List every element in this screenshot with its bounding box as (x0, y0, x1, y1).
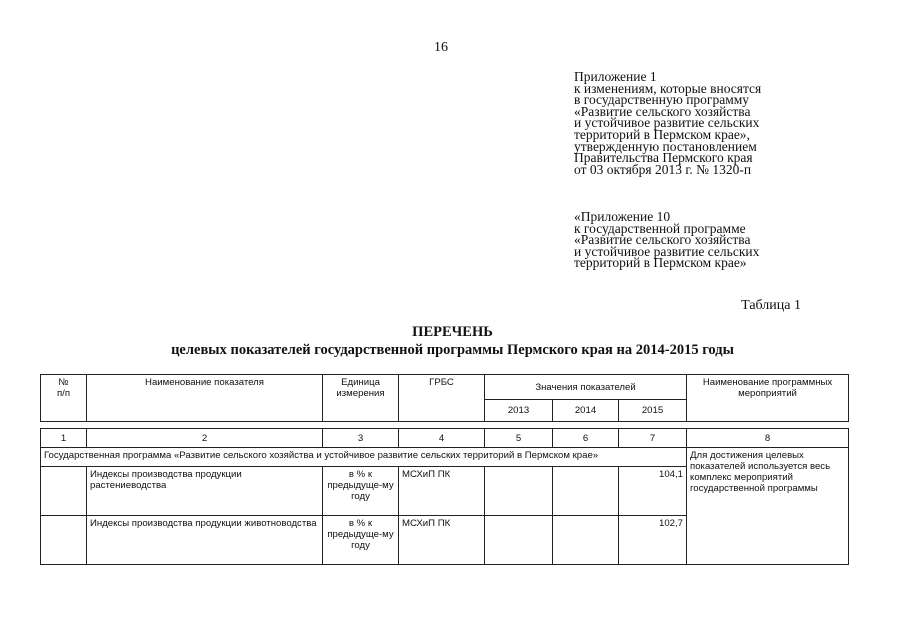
measures-cell: Для достижения целевых показателей используется весь комплекс мероприятий государственной программы (687, 448, 849, 565)
row-value-2014 (553, 467, 619, 516)
header-name: Наименование показателя (87, 375, 323, 422)
document-title: ПЕРЕЧЕНЬ (412, 324, 493, 340)
row-grbs: МСХиП ПК (399, 516, 485, 565)
header-year-2013: 2013 (485, 400, 553, 422)
column-number-4: 4 (399, 429, 485, 448)
row-name: Индексы производства продукции животноводства (87, 516, 323, 565)
appendix-1-block: Приложение 1 к изменениям, которые вносятся в государственную программу «Развитие сельского хозяйства и устойчивое развитие сельских территорий в Пермском крае», утвержденную постановлением Правительства Пермского края от 03 октября 2013 г. № 1320-п (574, 69, 762, 177)
row-num (41, 516, 87, 565)
header-values: Значения показателей (485, 375, 687, 400)
document-subtitle: целевых показателей государственной программы Пермского края на 2014-2015 годы (171, 342, 734, 358)
row-value-2015: 102,7 (619, 516, 687, 565)
header-year-2015: 2015 (619, 400, 687, 422)
row-unit: в % к предыдуще-му году (323, 467, 399, 516)
row-grbs: МСХиП ПК (399, 467, 485, 516)
header-unit: Единица измерения (323, 375, 399, 422)
row-unit: в % к предыдуще-му году (323, 516, 399, 565)
row-value-2014 (553, 516, 619, 565)
header-num: № п/п (41, 375, 87, 422)
table-spacer (41, 422, 849, 429)
appendix-10-block: «Приложение 10 к государственной программе «Развитие сельского хозяйства и устойчивое развитие сельских территорий в Пермском крае» (574, 209, 760, 271)
column-number-6: 6 (553, 429, 619, 448)
program-row: Государственная программа «Развитие сельского хозяйства и устойчивое развитие сельских территорий в Пермском крае» (41, 448, 687, 467)
column-number-2: 2 (87, 429, 323, 448)
row-value-2013 (485, 467, 553, 516)
header-grbs: ГРБС (399, 375, 485, 422)
column-number-7: 7 (619, 429, 687, 448)
page-number: 16 (434, 40, 448, 55)
header-measures: Наименование программных мероприятий (687, 375, 849, 422)
row-name: Индексы производства продукции растениеводства (87, 467, 323, 516)
header-year-2014: 2014 (553, 400, 619, 422)
indicators-table (40, 374, 849, 565)
row-num (41, 467, 87, 516)
table-label: Таблица 1 (741, 298, 801, 313)
row-value-2013 (485, 516, 553, 565)
column-number-1: 1 (41, 429, 87, 448)
column-number-5: 5 (485, 429, 553, 448)
column-number-8: 8 (687, 429, 849, 448)
row-value-2015: 104,1 (619, 467, 687, 516)
column-number-3: 3 (323, 429, 399, 448)
